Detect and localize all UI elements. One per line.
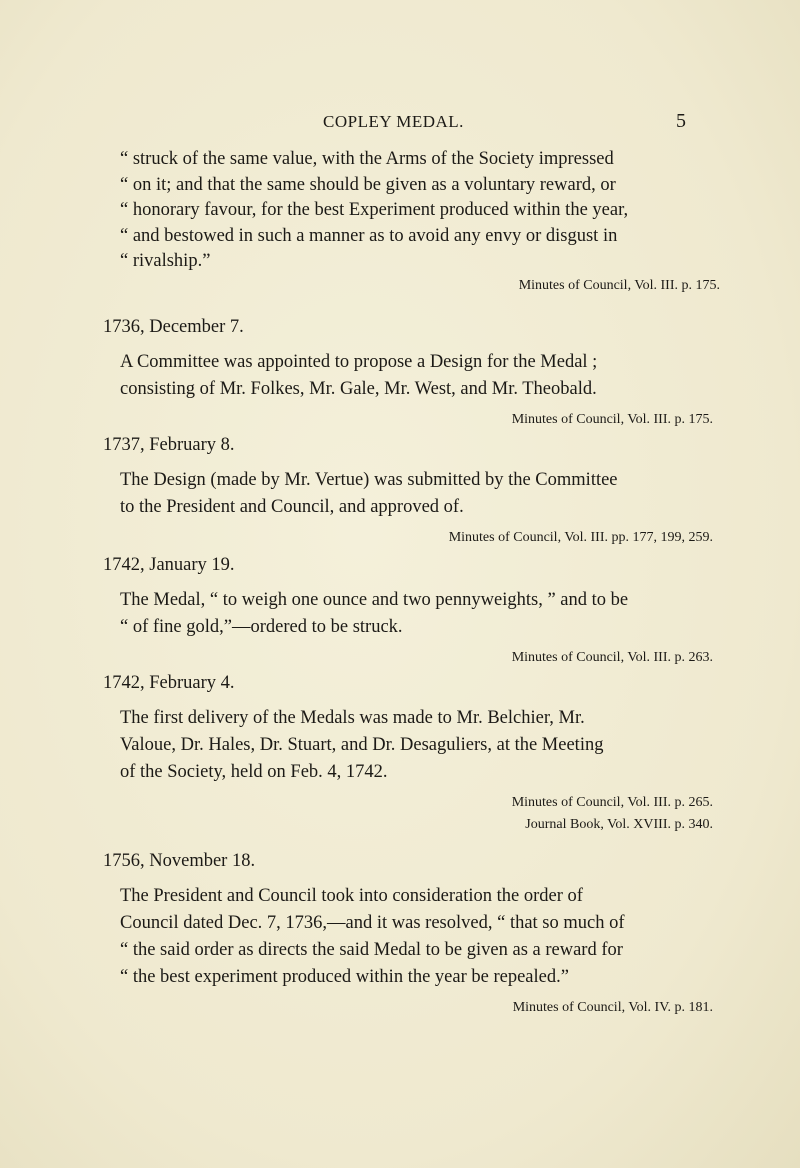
entry-date: 1736, December 7. (103, 317, 244, 337)
entry-date: 1756, November 18. (103, 851, 256, 871)
page-number: 5 (676, 110, 686, 132)
entry-1737-february (103, 433, 713, 549)
entry-line: The Medal, “ to weigh one ounce and two pennyweights, ” and to be (120, 590, 629, 610)
quote-line: “ rivalship.” (120, 251, 211, 271)
entry-citation: Minutes of Council, Vol. IV. p. 181. (512, 1000, 713, 1015)
entry-body (103, 883, 713, 991)
entry-date: 1742, February 4. (103, 673, 235, 693)
entry-citation: Minutes of Council, Vol. III. p. 263. (511, 650, 713, 665)
entry-line: “ the best experiment produced within the year be repealed.” (120, 967, 569, 987)
entry-1742-february (103, 671, 713, 836)
entry-line: A Committee was appointed to propose a Design for the Medal ; (120, 352, 598, 372)
entry-line: The President and Council took into consideration the order of (120, 886, 583, 906)
entry-line: Valoue, Dr. Hales, Dr. Stuart, and Dr. Desaguliers, at the Meeting (120, 735, 604, 755)
entry-body (103, 705, 713, 786)
entry-line: The Design (made by Mr. Vertue) was submitted by the Committee (120, 470, 618, 490)
quote-line: “ honorary favour, for the best Experiment produced within the year, (120, 200, 629, 220)
running-title: COPLEY MEDAL. (323, 112, 464, 131)
entry-1742-january (103, 553, 713, 669)
entry-citation: Minutes of Council, Vol. III. p. 265. (511, 795, 713, 810)
entry-line: Council dated Dec. 7, 1736,—and it was resolved, “ that so much of (120, 913, 625, 933)
entry-1756-november (103, 849, 713, 1019)
entry-line: “ the said order as directs the said Medal to be given as a reward for (120, 940, 623, 960)
entry-date: 1737, February 8. (103, 435, 235, 455)
quote-citation: Minutes of Council, Vol. III. p. 175. (518, 277, 720, 293)
entry-citation: Minutes of Council, Vol. III. pp. 177, 199, 259. (448, 530, 713, 545)
entry-line: to the President and Council, and approved of. (120, 497, 464, 517)
entry-citation: Journal Book, Vol. XVIII. p. 340. (525, 817, 713, 832)
entry-body (103, 467, 713, 521)
quote-line: “ and bestowed in such a manner as to avoid any envy or disgust in (120, 225, 618, 246)
quote-line: “ on it; and that the same should be given as a voluntary reward, or (120, 174, 616, 195)
running-head (0, 112, 800, 138)
entry-body (103, 349, 713, 403)
entry-line: “ of fine gold,”—ordered to be struck. (120, 617, 403, 637)
entry-date: 1742, January 19. (103, 555, 235, 575)
opening-quote (120, 147, 720, 297)
entry-line: The first delivery of the Medals was made to Mr. Belchier, Mr. (120, 708, 585, 728)
quote-line: “ struck of the same value, with the Arms of the Society impressed (120, 149, 614, 169)
entry-line: consisting of Mr. Folkes, Mr. Gale, Mr. West, and Mr. Theobald. (120, 379, 597, 399)
entry-citation: Minutes of Council, Vol. III. p. 175. (511, 412, 713, 427)
entry-line: of the Society, held on Feb. 4, 1742. (120, 762, 388, 782)
entry-1736-december (103, 315, 713, 431)
entry-body (103, 587, 713, 641)
